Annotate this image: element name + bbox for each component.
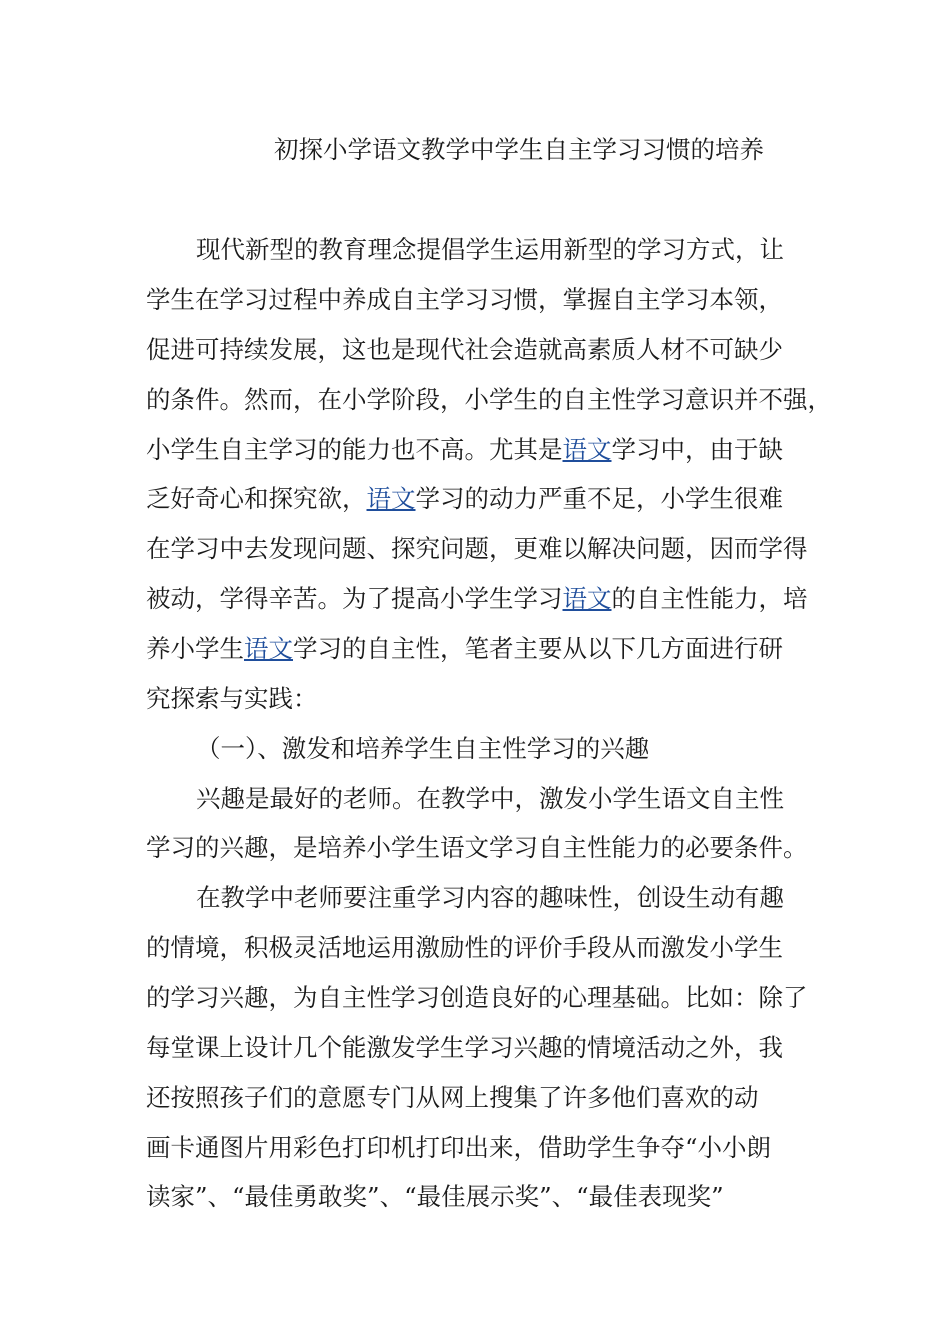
paragraph-3-line-7: 读家”、“最佳勇敢奖”、“最佳展示奖”、“最佳表现奖”	[146, 1182, 724, 1211]
link-yuwen[interactable]: 语文	[244, 634, 293, 663]
paragraph-1-line-4: 的条件。然而，在小学阶段，小学生的自主性学习意识并不强，	[146, 385, 832, 414]
text-span: 被动，学得辛苦。为了提高小学生学习	[146, 584, 563, 613]
document-title: 初探小学语文教学中学生自主学习习惯的培养	[274, 135, 764, 164]
paragraph-3-line-6: 画卡通图片用彩色打印机打印出来，借助学生争夺“小小朗	[146, 1133, 772, 1162]
text-span: 乏好奇心和探究欲，	[146, 484, 367, 513]
paragraph-3-line-3: 的学习兴趣，为自主性学习创造良好的心理基础。比如：除了	[146, 983, 808, 1012]
paragraph-1-line-7: 在学习中去发现问题、探究问题，更难以解决问题，因而学得	[146, 534, 808, 563]
paragraph-2-line-1: 兴趣是最好的老师。在教学中，激发小学生语文自主性	[196, 784, 784, 813]
paragraph-1-line-10: 究探索与实践：	[146, 684, 318, 713]
paragraph-3-line-2: 的情境，积极灵活地运用激励性的评价手段从而激发小学生	[146, 933, 783, 962]
link-yuwen[interactable]: 语文	[562, 584, 612, 613]
paragraph-2-line-2: 学习的兴趣，是培养小学生语文学习自主性能力的必要条件。	[146, 833, 808, 862]
paragraph-3-line-4: 每堂课上设计几个能激发学生学习兴趣的情境活动之外，我	[146, 1033, 783, 1062]
paragraph-3-line-5: 还按照孩子们的意愿专门从网上搜集了许多他们喜欢的动	[146, 1083, 759, 1112]
paragraph-1-line-1: 现代新型的教育理念提倡学生运用新型的学习方式，让	[196, 235, 784, 264]
paragraph-3-line-1: 在教学中老师要注重学习内容的趣味性，创设生动有趣	[196, 883, 784, 912]
section-heading-1: （一）、激发和培养学生自主性学习的兴趣	[196, 734, 650, 763]
text-span: 学习的动力严重不足，小学生很难	[415, 484, 783, 513]
paragraph-1-line-8	[146, 581, 808, 617]
link-yuwen[interactable]: 语文	[366, 484, 416, 513]
text-span: 学习的自主性，笔者主要从以下几方面进行研	[293, 634, 783, 663]
text-span: 学习中，由于缺	[611, 435, 783, 464]
paragraph-1-line-2: 学生在学习过程中养成自主学习习惯，掌握自主学习本领，	[146, 285, 783, 314]
text-span: 养小学生	[146, 634, 244, 663]
link-yuwen[interactable]: 语文	[562, 435, 612, 464]
paragraph-1-line-3: 促进可持续发展，这也是现代社会造就高素质人材不可缺少	[146, 335, 783, 364]
paragraph-1-line-6	[146, 481, 783, 517]
paragraph-1-line-5	[146, 432, 783, 468]
text-span: 的自主性能力，培	[611, 584, 808, 613]
text-span: 小学生自主学习的能力也不高。尤其是	[146, 435, 563, 464]
paragraph-1-line-9	[146, 631, 783, 667]
